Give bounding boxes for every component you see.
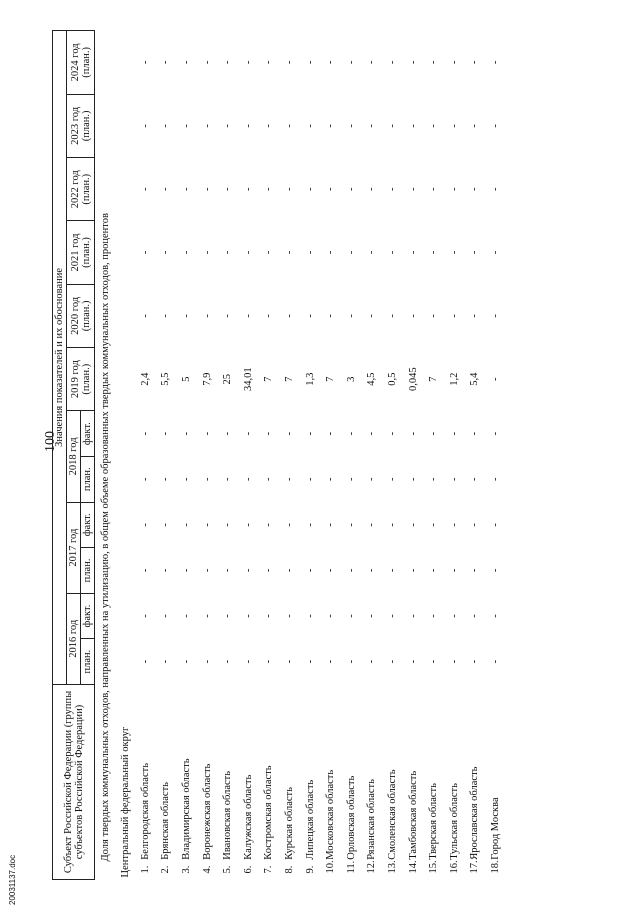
value-cell-hist: -: [386, 477, 398, 481]
value-cell-plan: -: [160, 187, 172, 191]
footer-file-code: 20031137.doc: [8, 854, 17, 905]
plan-2024-header: 2024 год (план.): [67, 31, 95, 95]
value-cell-plan: -: [428, 60, 440, 65]
region-name: Тамбовская область: [407, 770, 419, 860]
value-cell-plan: -: [386, 124, 398, 128]
value-cell-hist: -: [242, 431, 254, 436]
value-cell-hist: -: [263, 614, 275, 618]
value-cell-hist: -: [304, 477, 316, 481]
row-number: 18.: [489, 860, 501, 874]
row-number: 10.: [325, 860, 337, 874]
value-cell-plan: -: [345, 314, 357, 318]
value-cell-plan: -: [489, 60, 501, 65]
value-cell-hist: -: [469, 431, 481, 436]
table-row: [300, 31, 321, 880]
table-row: [362, 31, 383, 880]
row-number: 1.: [139, 865, 151, 874]
value-cell-hist: -: [242, 477, 254, 481]
value-cell-plan: -: [345, 124, 357, 128]
value-cell-plan: -: [448, 124, 460, 128]
value-cell-plan: -: [366, 187, 378, 191]
value-cell-plan: -: [242, 124, 254, 128]
value-cell-plan: -: [283, 124, 295, 128]
value-cell-2019: 0,5: [386, 372, 398, 386]
value-cell-hist: -: [469, 477, 481, 481]
table-row: [341, 31, 362, 880]
value-cell-plan: -: [180, 60, 192, 65]
value-cell-hist: -: [448, 431, 460, 436]
region-name: Курская область: [283, 787, 295, 860]
value-cell-hist: -: [448, 659, 460, 664]
value-cell-plan: -: [304, 187, 316, 191]
value-cell-hist: -: [489, 477, 501, 481]
value-cell-plan: -: [222, 250, 234, 255]
value-cell-hist: -: [304, 568, 316, 573]
table-row: [156, 31, 177, 880]
value-cell-plan: -: [222, 60, 234, 65]
value-cell-plan: -: [139, 187, 151, 191]
value-cell-hist: -: [366, 477, 378, 481]
sub-fact-2017: факт.: [81, 502, 95, 548]
value-cell-2019: 1,3: [304, 372, 316, 386]
value-cell-plan: -: [201, 60, 213, 65]
subject-column-header: Субъект Российской Федерации (группы субъектов Российской Федерации): [53, 684, 95, 879]
row-number: 16.: [448, 860, 460, 874]
value-cell-plan: -: [160, 314, 172, 318]
value-cell-hist: -: [407, 431, 419, 436]
value-cell-hist: -: [283, 431, 295, 436]
value-cell-plan: -: [160, 60, 172, 65]
value-cell-plan: -: [489, 314, 501, 318]
value-cell-hist: -: [201, 477, 213, 481]
value-cell-hist: -: [469, 659, 481, 664]
region-name: Ярославская область: [469, 766, 481, 860]
table-row: [279, 31, 300, 880]
value-cell-plan: -: [407, 60, 419, 65]
value-cell-plan: -: [263, 250, 275, 255]
region-name: Липецкая область: [304, 779, 316, 860]
value-cell-plan: -: [263, 314, 275, 318]
value-cell-hist: -: [180, 523, 192, 527]
value-cell-plan: -: [386, 187, 398, 191]
value-cell-hist: -: [325, 477, 337, 481]
value-cell-plan: -: [345, 60, 357, 65]
value-cell-plan: -: [407, 250, 419, 255]
value-cell-plan: -: [407, 314, 419, 318]
value-cell-plan: -: [304, 314, 316, 318]
value-cell-plan: -: [469, 124, 481, 128]
value-cell-plan: -: [325, 250, 337, 255]
value-cell-hist: -: [263, 659, 275, 664]
plan-2019-header: 2019 год (план.): [67, 348, 95, 411]
value-cell-hist: -: [386, 568, 398, 573]
value-cell-plan: -: [201, 314, 213, 318]
value-cell-plan: -: [428, 187, 440, 191]
value-cell-hist: -: [325, 614, 337, 618]
value-cell-plan: -: [201, 187, 213, 191]
value-cell-hist: -: [283, 614, 295, 618]
value-cell-hist: -: [469, 523, 481, 527]
value-cell-plan: -: [242, 314, 254, 318]
value-cell-plan: -: [489, 124, 501, 128]
value-cell-hist: -: [201, 659, 213, 664]
value-cell-plan: -: [325, 187, 337, 191]
value-cell-hist: -: [325, 431, 337, 436]
value-cell-hist: -: [222, 477, 234, 481]
value-cell-2019: 5: [180, 376, 192, 382]
value-cell-hist: -: [428, 431, 440, 436]
table-row: [382, 31, 403, 880]
value-cell-plan: -: [263, 60, 275, 65]
value-cell-hist: -: [222, 614, 234, 618]
value-cell-plan: -: [325, 314, 337, 318]
value-cell-hist: -: [242, 568, 254, 573]
value-cell-hist: -: [242, 523, 254, 527]
value-cell-2019: 7: [263, 376, 275, 382]
row-number: 7.: [263, 865, 275, 874]
value-cell-2019: 3: [345, 376, 357, 382]
value-cell-plan: -: [386, 60, 398, 65]
row-number: 4.: [201, 865, 213, 874]
value-cell-plan: -: [386, 250, 398, 255]
value-cell-2019: 5,4: [469, 372, 481, 386]
row-number: 9.: [304, 865, 316, 874]
value-cell-plan: -: [489, 250, 501, 255]
value-cell-2019: 7: [428, 376, 440, 382]
rotated-table-page: [52, 30, 612, 880]
table-row: [259, 31, 280, 880]
value-cell-hist: -: [304, 659, 316, 664]
value-cell-hist: -: [242, 659, 254, 664]
value-cell-plan: -: [366, 124, 378, 128]
value-cell-hist: -: [448, 523, 460, 527]
value-cell-plan: -: [366, 314, 378, 318]
region-name: Город Москва: [489, 797, 501, 860]
value-cell-plan: -: [180, 124, 192, 128]
value-cell-hist: -: [139, 477, 151, 481]
value-cell-plan: -: [283, 60, 295, 65]
region-name: Калужская область: [242, 774, 254, 860]
value-cell-hist: -: [489, 431, 501, 436]
value-cell-hist: -: [366, 614, 378, 618]
value-cell-hist: -: [139, 523, 151, 527]
value-cell-hist: -: [180, 431, 192, 436]
value-cell-plan: -: [469, 250, 481, 255]
value-cell-plan: -: [366, 60, 378, 65]
row-number: 3.: [180, 865, 192, 874]
value-cell-hist: -: [428, 568, 440, 573]
value-cell-plan: -: [448, 60, 460, 65]
value-cell-hist: -: [201, 523, 213, 527]
value-cell-2019: 0,045: [407, 367, 419, 391]
value-cell-plan: -: [345, 250, 357, 255]
value-cell-plan: -: [242, 187, 254, 191]
table-row: [485, 31, 506, 880]
value-cell-hist: -: [242, 614, 254, 618]
value-cell-plan: -: [304, 124, 316, 128]
value-cell-2019: 7: [283, 376, 295, 382]
value-cell-hist: -: [160, 523, 172, 527]
value-cell-hist: -: [386, 523, 398, 527]
value-cell-plan: -: [489, 187, 501, 191]
value-cell-plan: -: [325, 124, 337, 128]
value-cell-hist: -: [366, 431, 378, 436]
row-number: 6.: [242, 865, 254, 874]
value-cell-hist: -: [263, 568, 275, 573]
value-cell-hist: -: [201, 614, 213, 618]
value-cell-plan: -: [283, 187, 295, 191]
value-cell-hist: -: [325, 523, 337, 527]
value-cell-hist: -: [489, 614, 501, 618]
value-cell-hist: -: [469, 568, 481, 573]
value-cell-hist: -: [366, 659, 378, 664]
table-row: [320, 31, 341, 880]
value-cell-hist: -: [428, 614, 440, 618]
value-cell-hist: -: [448, 568, 460, 573]
value-cell-plan: -: [180, 250, 192, 255]
value-cell-plan: -: [242, 250, 254, 255]
values-title-header: Значения показателей и их обоснование: [53, 31, 67, 685]
value-cell-plan: -: [428, 124, 440, 128]
value-cell-hist: -: [201, 568, 213, 573]
value-cell-hist: -: [304, 523, 316, 527]
plan-2022-header: 2022 год (план.): [67, 158, 95, 221]
plan-2023-header: 2023 год (план.): [67, 94, 95, 157]
indicators-table: [52, 30, 506, 880]
value-cell-hist: -: [448, 614, 460, 618]
value-cell-2019: 1,2: [448, 372, 460, 386]
sub-plan-2017: план.: [81, 548, 95, 594]
value-cell-plan: -: [263, 187, 275, 191]
value-cell-hist: -: [407, 659, 419, 664]
value-cell-hist: -: [407, 477, 419, 481]
value-cell-plan: -: [325, 60, 337, 65]
row-number: 12.: [366, 860, 378, 874]
value-cell-hist: -: [283, 477, 295, 481]
value-cell-hist: -: [180, 568, 192, 573]
region-name: Рязанская область: [366, 779, 378, 860]
plan-2020-header: 2020 год (план.): [67, 284, 95, 347]
table-row: [135, 31, 156, 880]
value-cell-plan: -: [139, 124, 151, 128]
value-cell-hist: -: [222, 568, 234, 573]
value-cell-hist: -: [304, 431, 316, 436]
value-cell-hist: -: [180, 614, 192, 618]
value-cell-hist: -: [489, 659, 501, 664]
table-row: [403, 31, 424, 880]
value-cell-plan: -: [304, 250, 316, 255]
value-cell-hist: -: [263, 477, 275, 481]
value-cell-hist: -: [160, 659, 172, 664]
region-name: Владимирская область: [180, 758, 192, 860]
value-cell-plan: -: [139, 60, 151, 65]
value-cell-2019: -: [489, 377, 501, 381]
value-cell-hist: -: [160, 431, 172, 436]
value-cell-plan: -: [366, 250, 378, 255]
value-cell-2019: 25: [222, 373, 234, 385]
value-cell-plan: -: [283, 250, 295, 255]
region-name: Тверская область: [428, 783, 440, 860]
row-number: 11.: [345, 860, 357, 874]
table-row: [217, 31, 238, 880]
table-row: [465, 31, 486, 880]
section-title: Центральный федеральный округ: [119, 726, 131, 878]
sub-fact-2018: факт.: [81, 411, 95, 457]
value-cell-hist: -: [366, 568, 378, 573]
value-cell-hist: -: [345, 431, 357, 436]
value-cell-plan: -: [180, 314, 192, 318]
value-cell-hist: -: [180, 659, 192, 664]
region-name: Смоленская область: [386, 769, 398, 860]
value-cell-hist: -: [325, 659, 337, 664]
value-cell-hist: -: [139, 614, 151, 618]
value-cell-plan: -: [345, 187, 357, 191]
row-number: 8.: [283, 865, 295, 874]
region-name: Костромская область: [263, 765, 275, 860]
value-cell-hist: -: [345, 659, 357, 664]
value-cell-hist: -: [201, 431, 213, 436]
value-cell-plan: -: [304, 60, 316, 65]
table-row: [444, 31, 465, 880]
table-row: [197, 31, 218, 880]
value-cell-hist: -: [222, 659, 234, 664]
region-name: Тульская область: [448, 783, 460, 860]
row-number: 13.: [386, 860, 398, 874]
value-cell-hist: -: [345, 477, 357, 481]
value-cell-plan: -: [469, 187, 481, 191]
value-cell-plan: -: [201, 124, 213, 128]
row-number: 15.: [428, 860, 440, 874]
region-name: Брянская область: [160, 782, 172, 860]
value-cell-hist: -: [139, 659, 151, 664]
value-cell-hist: -: [222, 431, 234, 436]
region-name: Орловская область: [345, 775, 357, 860]
value-cell-hist: -: [139, 431, 151, 436]
region-name: Белгородская область: [139, 763, 151, 860]
value-cell-hist: -: [428, 523, 440, 527]
value-cell-hist: -: [489, 523, 501, 527]
value-cell-plan: -: [448, 187, 460, 191]
value-cell-hist: -: [180, 477, 192, 481]
page-number: 100: [43, 431, 58, 452]
year-2017-header: 2017 год: [67, 502, 81, 593]
value-cell-hist: -: [345, 614, 357, 618]
sub-plan-2016: план.: [81, 639, 95, 685]
value-cell-hist: -: [160, 568, 172, 573]
value-cell-hist: -: [160, 614, 172, 618]
value-cell-2019: 7,9: [201, 372, 213, 386]
value-cell-hist: -: [386, 614, 398, 618]
value-cell-hist: -: [263, 523, 275, 527]
value-cell-hist: -: [160, 477, 172, 481]
value-cell-2019: 5,5: [160, 372, 172, 386]
table-row: [176, 31, 197, 880]
value-cell-plan: -: [407, 124, 419, 128]
value-cell-plan: -: [139, 314, 151, 318]
value-cell-plan: -: [160, 250, 172, 255]
value-cell-hist: -: [283, 659, 295, 664]
value-cell-plan: -: [386, 314, 398, 318]
value-cell-plan: -: [180, 187, 192, 191]
value-cell-hist: -: [222, 523, 234, 527]
value-cell-hist: -: [345, 568, 357, 573]
value-cell-hist: -: [407, 568, 419, 573]
indicator-caption: Доля твердых коммунальных отходов, направленных на утилизацию, в общем объеме образованных твердых коммунальных отходов, процентов: [99, 213, 111, 862]
year-2018-header: 2018 год: [67, 411, 81, 502]
value-cell-plan: -: [469, 60, 481, 65]
row-number: 17.: [469, 860, 481, 874]
value-cell-2019: 4,5: [366, 372, 378, 386]
value-cell-hist: -: [386, 659, 398, 664]
region-name: Московская область: [325, 769, 337, 860]
value-cell-hist: -: [366, 523, 378, 527]
value-cell-plan: -: [448, 314, 460, 318]
value-cell-hist: -: [469, 614, 481, 618]
value-cell-plan: -: [242, 60, 254, 65]
value-cell-plan: -: [263, 124, 275, 128]
value-cell-hist: -: [489, 568, 501, 573]
value-cell-hist: -: [386, 431, 398, 436]
sub-fact-2016: факт.: [81, 593, 95, 639]
value-cell-hist: -: [283, 523, 295, 527]
row-number: 5.: [222, 865, 234, 874]
region-name: Воронежская область: [201, 763, 213, 860]
row-number: 14.: [407, 860, 419, 874]
value-cell-plan: -: [428, 250, 440, 255]
value-cell-2019: 34,01: [242, 367, 254, 391]
value-cell-hist: -: [428, 477, 440, 481]
value-cell-hist: -: [325, 568, 337, 573]
value-cell-plan: -: [160, 124, 172, 128]
value-cell-hist: -: [263, 431, 275, 436]
value-cell-hist: -: [345, 523, 357, 527]
sub-plan-2018: план.: [81, 456, 95, 502]
value-cell-hist: -: [407, 614, 419, 618]
value-cell-hist: -: [283, 568, 295, 573]
table-row: [238, 31, 259, 880]
value-cell-2019: 2,4: [139, 372, 151, 386]
region-name: Ивановская область: [222, 770, 234, 860]
value-cell-plan: -: [222, 187, 234, 191]
value-cell-plan: -: [201, 250, 213, 255]
value-cell-plan: -: [469, 314, 481, 318]
value-cell-hist: -: [428, 659, 440, 664]
value-cell-plan: -: [283, 314, 295, 318]
value-cell-2019: 7: [325, 376, 337, 382]
value-cell-plan: -: [222, 124, 234, 128]
table-row: [423, 31, 444, 880]
plan-2021-header: 2021 год (план.): [67, 221, 95, 284]
value-cell-plan: -: [407, 187, 419, 191]
year-2016-header: 2016 год: [67, 593, 81, 684]
value-cell-plan: -: [428, 314, 440, 318]
value-cell-hist: -: [448, 477, 460, 481]
value-cell-hist: -: [304, 614, 316, 618]
value-cell-plan: -: [139, 250, 151, 255]
value-cell-plan: -: [448, 250, 460, 255]
value-cell-hist: -: [139, 568, 151, 573]
value-cell-plan: -: [222, 314, 234, 318]
value-cell-hist: -: [407, 523, 419, 527]
row-number: 2.: [160, 865, 172, 874]
